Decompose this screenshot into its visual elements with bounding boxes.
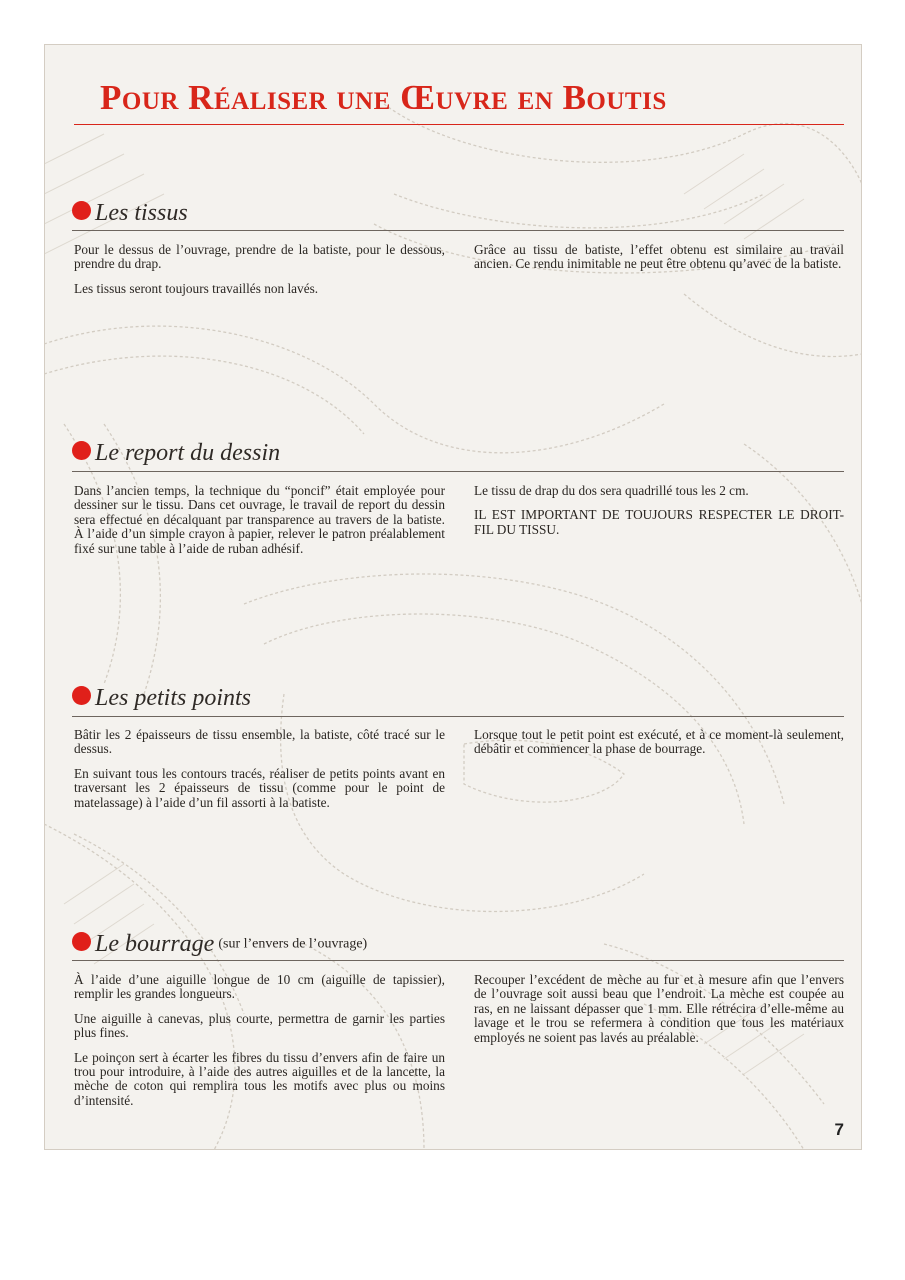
paragraph: Les tissus seront toujours travaillés non lavés. [74, 280, 319, 296]
section-heading-report-du-dessin [72, 440, 280, 467]
scanned-page [44, 44, 862, 1150]
paragraph: IL EST IMPORTANT DE TOUJOURS RESPECTER LE DROIT-FIL DU TISSU. [474, 507, 844, 537]
section-left-column [74, 484, 445, 566]
red-bullet-icon [72, 201, 91, 220]
paragraph: Le poinçon sert à écarter les fibres du tissu d’envers afin de faire un trou pour introduire, à l’aide des autres aiguilles et de la lancette, la mèche de coton qui remplira tous les motifs avec plus ou moins d’intensité. [74, 1049, 445, 1108]
section-right-column [474, 728, 844, 767]
page-title: Pour Réaliser une Œuvre en Boutis [100, 78, 667, 117]
section-right-column [474, 484, 844, 547]
paragraph: Bâtir les 2 épaisseurs de tissu ensemble, la batiste, côté tracé sur le dessus. [74, 727, 445, 757]
section-rule [72, 716, 844, 717]
section-title: Le report du dessin [95, 440, 281, 466]
red-bullet-icon [72, 441, 91, 460]
red-bullet-icon [72, 932, 91, 951]
section-right-column [474, 243, 844, 282]
section-heading-bourrage [72, 931, 367, 958]
paragraph: Lorsque tout le petit point est exécuté, et à ce moment-là seulement, débâtir et commencer la phase de bourrage. [474, 727, 844, 757]
paragraph: À l’aide d’une aiguille longue de 10 cm (aiguille de tapissier), remplir les grandes longueurs. [74, 972, 445, 1002]
section-title: Le bourrage [95, 931, 215, 957]
section-heading-tissus [72, 200, 188, 227]
section-left-column [74, 243, 445, 306]
paragraph: Recouper l’excédent de mèche au fur et à mesure afin que l’envers de l’ouvrage soit aussi beau que l’endroit. La mèche est coupée au ras, en ne laissant dépasser que 1 mm. Elle rétrécira d’elle-même au lavage et le trou se refermera à condition que tous les matériaux employés ne soient pas lavés au préalable. [474, 972, 844, 1045]
title-underline [74, 124, 844, 125]
paragraph: Le tissu de drap du dos sera quadrillé tous les 2 cm. [474, 483, 749, 498]
paragraph: En suivant tous les contours tracés, réaliser de petits points avant en traversant les 2 épaisseurs de tissu (comme pour le point de matelassage) à l’aide d’un fil assorti à la batiste. [74, 765, 445, 810]
section-left-column [74, 728, 445, 820]
paragraph: Grâce au tissu de batiste, l’effet obtenu est similaire au travail ancien. Ce rendu inimitable ne peut être obtenu qu’avec de la batiste. [474, 242, 844, 272]
section-subtitle: (sur l’envers de l’ouvrage) [218, 936, 368, 952]
section-title: Les tissus [95, 200, 188, 226]
section-left-column [74, 973, 445, 1118]
section-right-column [474, 973, 844, 1055]
section-rule [72, 471, 844, 472]
section-title: Les petits points [95, 685, 252, 711]
page-number: 7 [834, 1120, 844, 1139]
section-heading-petits-points [72, 685, 251, 712]
section-rule [72, 960, 844, 961]
red-bullet-icon [72, 686, 91, 705]
paragraph: Pour le dessus de l’ouvrage, prendre de la batiste, pour le dessous, prendre du drap. [74, 242, 445, 272]
section-rule [72, 230, 844, 231]
paragraph: Une aiguille à canevas, plus courte, permettra de garnir les parties plus fines. [74, 1010, 445, 1041]
paragraph: Dans l’ancien temps, la technique du “poncif” était employée pour dessiner sur le tissu. Dans cet ouvrage, le travail de report du dessin sera effectué en décalquant par transparence au travers de la batiste. À l’aide d’un simple crayon à papier, relever le patron préalablement fixé sur une table à l’aide de ruban adhésif. [74, 483, 445, 556]
